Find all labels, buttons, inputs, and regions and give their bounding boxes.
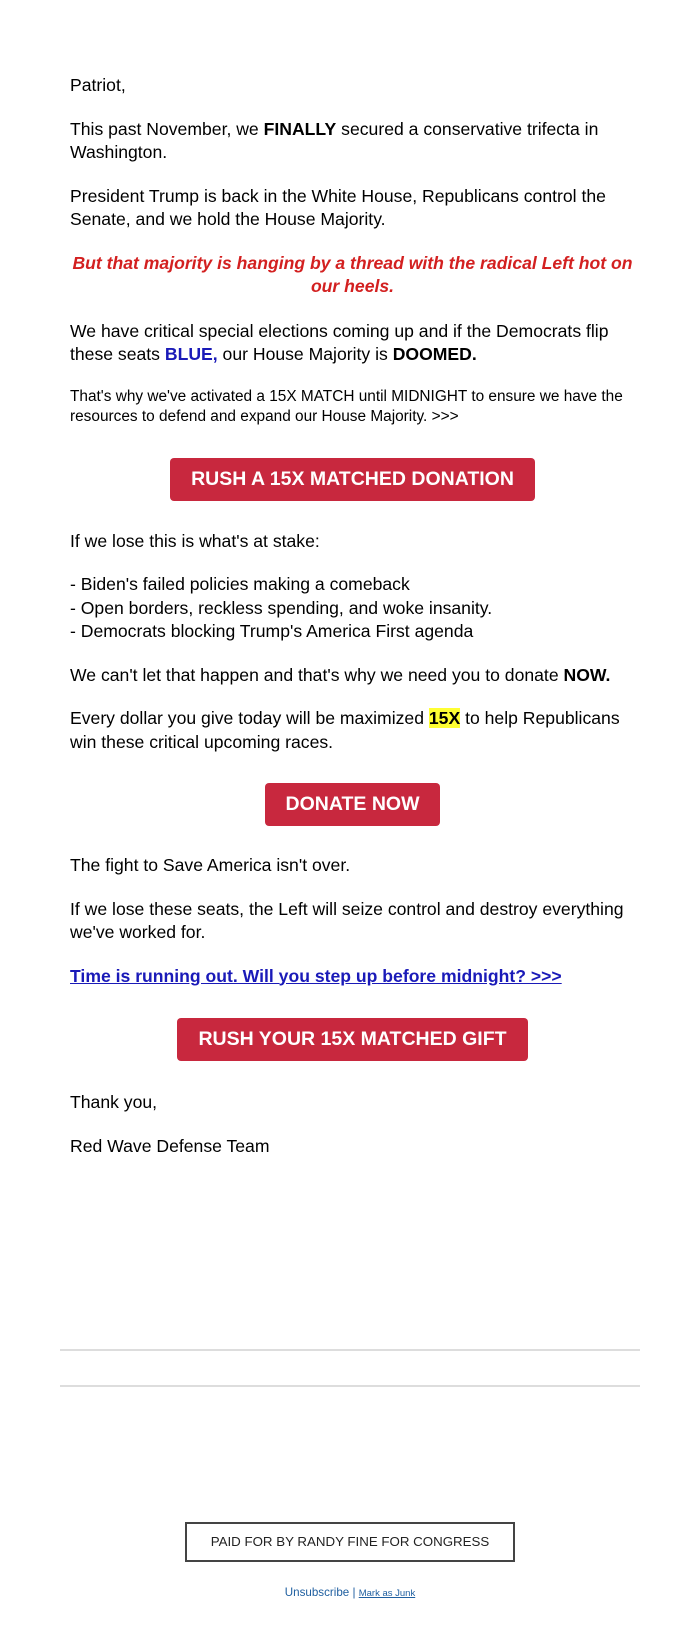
footer-separator: |: [352, 1586, 356, 1599]
paragraph-maximized-after: to help Republicans win these critical upcoming races.: [70, 708, 620, 752]
donate-now-button[interactable]: DONATE NOW: [265, 783, 441, 826]
paragraph-maximized: [70, 707, 635, 754]
paragraph-seats: If we lose these seats, the Left will seize control and destroy everything we've worked for.: [70, 898, 624, 942]
list-item: - Open borders, reckless spending, and woke insanity.: [70, 597, 493, 618]
mark-as-junk-link[interactable]: Mark as Junk: [358, 1588, 416, 1599]
paid-for-disclaimer: PAID FOR BY RANDY FINE FOR CONGRESS: [185, 1522, 515, 1562]
stake-intro: If we lose this is what's at stake:: [70, 530, 320, 551]
paragraph-donate-now-before: We can't let that happen and that's why we need you to donate: [70, 664, 564, 685]
paragraph-special-elections-before: We have critical special elections coming up and if the Democrats flip these seats: [70, 320, 609, 364]
paragraph-match: That's why we've activated a 15X MATCH until MIDNIGHT to ensure we have the resources to defend and expand our House Majority. >>>: [70, 387, 623, 425]
signature: Red Wave Defense Team: [70, 1135, 270, 1156]
rush-matched-donation-button[interactable]: RUSH A 15X MATCHED DONATION: [170, 458, 535, 501]
link-row: [70, 965, 635, 989]
paragraph-maximized-before: Every dollar you give today will be maximized: [70, 708, 429, 728]
divider: [60, 1385, 640, 1387]
email-body: [70, 74, 635, 1178]
button-row-2: [70, 783, 635, 826]
list-item: - Biden's failed policies making a comeback: [70, 574, 410, 594]
paragraph-special-elections-middle: our House Majority is: [217, 344, 393, 364]
footer-links: [0, 1586, 700, 1599]
paragraph-special-elections: [70, 320, 635, 367]
rush-matched-gift-button[interactable]: RUSH YOUR 15X MATCHED GIFT: [177, 1018, 527, 1061]
unsubscribe-link[interactable]: Unsubscribe: [284, 1586, 350, 1599]
highlight-15x: 15X: [428, 708, 461, 728]
emphasis-finally: FINALLY: [263, 118, 337, 139]
divider: [60, 1349, 640, 1351]
alert-text: But that majority is hanging by a thread with the radical Left hot on our heels.: [72, 252, 633, 296]
time-running-out-link[interactable]: Time is running out. Will you step up before midnight? >>>: [70, 965, 562, 986]
emphasis-doomed: DOOMED.: [392, 344, 477, 364]
paragraph-donate-now: [70, 664, 635, 688]
stake-list: [70, 573, 635, 644]
paragraph-trifecta: [70, 118, 635, 165]
closing: Thank you,: [70, 1092, 158, 1112]
emphasis-now: NOW.: [563, 664, 611, 685]
emphasis-blue: BLUE,: [164, 344, 218, 364]
paragraph-trifecta-after: secured a conservative trifecta in Washington.: [70, 118, 599, 162]
button-row-3: [70, 1018, 635, 1061]
list-item: - Democrats blocking Trump's America First agenda: [70, 621, 474, 641]
greeting: Patriot,: [70, 75, 126, 95]
button-row-1: [70, 458, 635, 501]
paragraph-fight: The fight to Save America isn't over.: [70, 855, 351, 875]
paragraph-control: President Trump is back in the White House, Republicans control the Senate, and we hold the House Majority.: [70, 185, 606, 229]
paragraph-trifecta-before: This past November, we: [70, 118, 264, 139]
